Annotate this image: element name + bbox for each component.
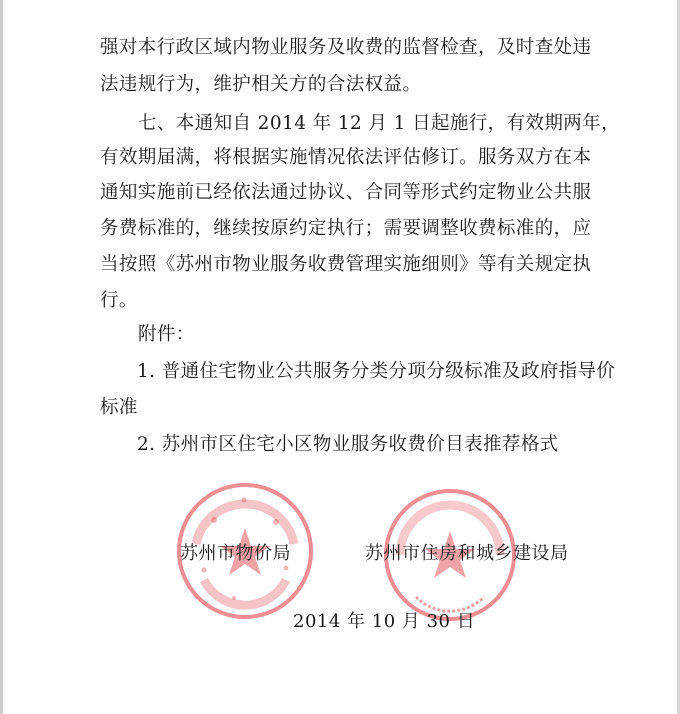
section-7-line-5: 当按照《苏州市物业服务收费管理实施细则》等有关规定执 [100, 254, 592, 275]
body-line-1: 强对本行政区域内物业服务及收费的监督检查，及时查处违 [100, 37, 592, 58]
attachment-1-line-1: 1. 普通住宅物业公共服务分类分项分级标准及政府指导价 [137, 361, 616, 382]
signature-housing-bureau: 苏州市住房和城乡建设局 [365, 543, 569, 564]
attachment-1-line-2: 标准 [100, 397, 138, 418]
section-7-line-6: 行。 [100, 290, 138, 311]
seal-code-band [416, 597, 484, 611]
scan-edge-left [0, 0, 3, 714]
section-7-line-4: 务费标准的，继续按原约定执行；需要调整收费标准的，应 [100, 218, 592, 239]
body-line-2: 法违规行为，维护相关方的合法权益。 [100, 74, 422, 95]
attachment-2: 2. 苏州市区住宅小区物业服务收费价目表推荐格式 [137, 434, 559, 455]
section-7-line-3: 通知实施前已经依法通过协议、合同等形式约定物业公共服 [100, 182, 592, 203]
signature-price-bureau: 苏州市物价局 [180, 543, 291, 564]
attachments-heading: 附件： [138, 324, 195, 345]
signature-date: 2014 年 10 月 30 日 [293, 611, 476, 632]
section-7-line-1: 七、本通知自 2014 年 12 月 1 日起施行，有效期两年， [138, 113, 620, 134]
section-7-line-2: 有效期届满，将根据实施情况依法评估修订。服务双方在本 [100, 147, 592, 168]
